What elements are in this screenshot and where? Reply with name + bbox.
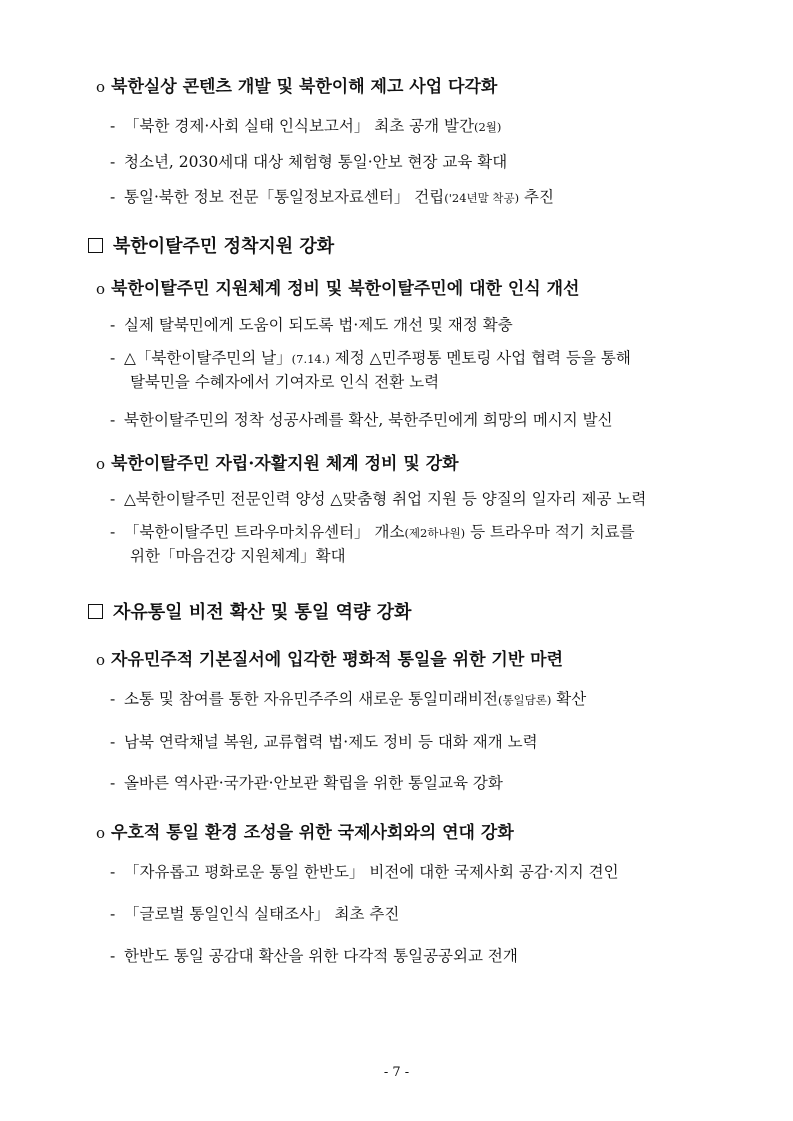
bullet-dash: - xyxy=(110,411,116,429)
list-item xyxy=(110,860,619,882)
item-text-cont: 제정 △민주평통 멘토링 사업 협력 등을 통해 xyxy=(329,349,631,367)
list-item xyxy=(110,313,513,335)
bullet-o: o xyxy=(96,78,106,96)
item-note: (통일담론) xyxy=(497,693,552,707)
bullet-dash: - xyxy=(110,690,116,708)
list-item xyxy=(110,730,538,752)
list-item xyxy=(110,771,503,793)
square-heading xyxy=(88,232,334,258)
item-text: 소통 및 참여를 통한 자유민주주의 새로운 통일미래비전 xyxy=(124,690,498,708)
list-item xyxy=(110,687,586,709)
list-item xyxy=(110,150,507,172)
item-note: (제2하나원) xyxy=(404,526,466,540)
bullet-o: o xyxy=(96,824,106,842)
bullet-o: o xyxy=(96,651,106,669)
item-text: 「자유롭고 평화로운 통일 한반도」 비전에 대한 국제사회 공감·지지 견인 xyxy=(124,863,619,881)
item-text: 「북한이탈주민 트라우마치유센터」 개소 xyxy=(124,523,405,541)
list-item xyxy=(110,185,554,207)
bullet-dash: - xyxy=(110,733,116,751)
square-bullet-icon xyxy=(88,238,103,253)
bullet-dash: - xyxy=(110,153,116,171)
bullet-o: o xyxy=(96,455,106,473)
list-item-continuation xyxy=(110,544,346,566)
bullet-dash: - xyxy=(110,117,116,135)
bullet-dash: - xyxy=(110,863,116,881)
list-item xyxy=(110,487,646,509)
list-item xyxy=(110,408,613,430)
bullet-dash: - xyxy=(110,774,116,792)
item-note: (7.14.) xyxy=(291,352,330,366)
page-number: - 7 - xyxy=(383,1065,410,1080)
bullet-dash: - xyxy=(110,349,116,367)
item-text-cont: 등 트라우마 적기 치료를 xyxy=(465,523,635,541)
list-item-continuation xyxy=(110,370,439,392)
item-text: △북한이탈주민 전문인력 양성 △맞춤형 취업 지원 등 양질의 일자리 제공 노력 xyxy=(124,490,647,508)
heading-text: 북한이탈주민 자립·자활지원 체계 정비 및 강화 xyxy=(111,454,459,474)
bullet-dash: - xyxy=(110,316,116,334)
bullet-dash: - xyxy=(110,490,116,508)
square-bullet-icon xyxy=(88,604,103,619)
item-note: ('24년말 착공) xyxy=(444,191,520,205)
item-text: 실제 탈북민에게 도움이 되도록 법·제도 개선 및 재정 확충 xyxy=(124,316,513,334)
bullet-dash: - xyxy=(110,523,116,541)
item-note: (2월) xyxy=(473,120,502,134)
item-tail: 추진 xyxy=(519,188,554,206)
item-tail: 확산 xyxy=(551,690,587,708)
bullet-o: o xyxy=(96,280,106,298)
square-heading xyxy=(88,598,411,624)
item-text: 한반도 통일 공감대 확산을 위한 다각적 통일공공외교 전개 xyxy=(124,947,518,965)
section-heading xyxy=(96,72,497,97)
item-text: 위한「마음건강 지원체계」확대 xyxy=(130,547,346,565)
bullet-dash: - xyxy=(110,947,116,965)
item-text: 「글로벌 통일인식 실태조사」 최초 추진 xyxy=(124,905,400,923)
section-heading xyxy=(96,449,459,474)
item-text: 통일·북한 정보 전문「통일정보자료센터」 건립 xyxy=(124,188,445,206)
list-item xyxy=(110,346,631,368)
heading-text: 우호적 통일 환경 조성을 위한 국제사회와의 연대 강화 xyxy=(111,823,514,843)
list-item xyxy=(110,944,518,966)
heading-text: 북한실상 콘텐츠 개발 및 북한이해 제고 사업 다각화 xyxy=(111,77,498,97)
item-text: 올바른 역사관·국가관·안보관 확립을 위한 통일교육 강화 xyxy=(124,774,503,792)
item-text: 북한이탈주민의 정착 성공사례를 확산, 북한주민에게 희망의 메시지 발신 xyxy=(124,411,613,429)
list-item xyxy=(110,114,501,136)
section-heading xyxy=(96,818,514,843)
heading-text: 자유민주적 기본질서에 입각한 평화적 통일을 위한 기반 마련 xyxy=(111,650,564,670)
item-text: 탈북민을 수혜자에서 기여자로 인식 전환 노력 xyxy=(130,373,440,391)
section-heading xyxy=(96,645,563,670)
list-item xyxy=(110,520,635,542)
list-item xyxy=(110,902,399,924)
heading-text: 북한이탈주민 지원체계 정비 및 북한이탈주민에 대한 인식 개선 xyxy=(111,279,580,299)
bullet-dash: - xyxy=(110,905,116,923)
item-text: 남북 연락채널 복원, 교류협력 법·제도 정비 등 대화 재개 노력 xyxy=(124,733,538,751)
item-text: 「북한 경제·사회 실태 인식보고서」 최초 공개 발간 xyxy=(124,117,474,135)
heading-text: 북한이탈주민 정착지원 강화 xyxy=(113,236,335,257)
section-heading xyxy=(96,274,579,299)
item-text: 청소년, 2030세대 대상 체험형 통일·안보 현장 교육 확대 xyxy=(124,153,508,171)
heading-text: 자유통일 비전 확산 및 통일 역량 강화 xyxy=(113,602,412,623)
item-text: △「북한이탈주민의 날」 xyxy=(124,349,292,367)
bullet-dash: - xyxy=(110,188,116,206)
